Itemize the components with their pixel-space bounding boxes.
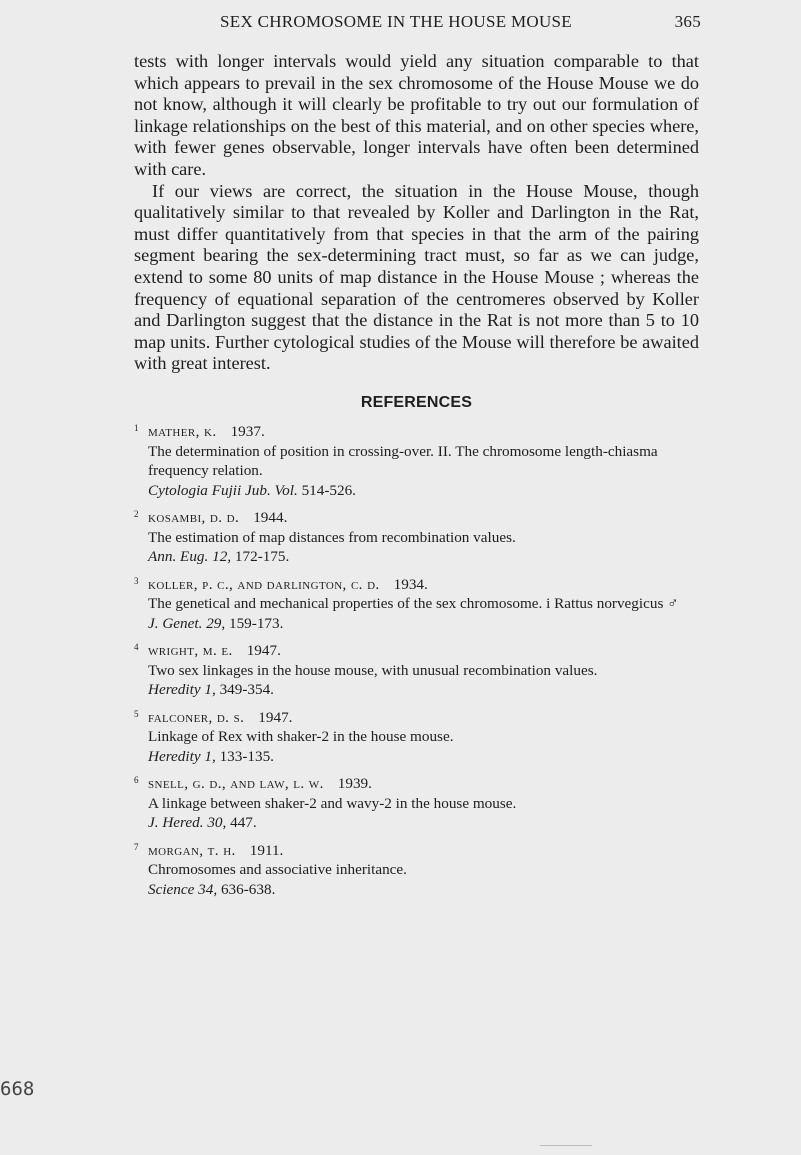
reference-head-line: [148, 774, 699, 794]
reference-source: [148, 481, 699, 501]
reference-authors: wright, m. e.: [148, 642, 233, 659]
reference-number: 3: [134, 575, 139, 586]
reference-entry: [134, 641, 699, 700]
reference-head-line: [148, 575, 699, 595]
reference-title: The estimation of map distances from recombination values.: [148, 528, 516, 546]
reference-entry: [134, 841, 699, 900]
reference-journal: Cytologia Fujii Jub. Vol.: [148, 481, 298, 499]
reference-journal: J. Genet. 29,: [148, 614, 226, 632]
reference-pages: 133-135.: [215, 747, 274, 765]
reference-year: 1947.: [258, 708, 293, 726]
page-number: 365: [674, 12, 701, 31]
reference-year: 1911.: [249, 841, 284, 859]
scan-edge-mark: [540, 1145, 592, 1146]
reference-title: The genetical and mechanical properties of the sex chromosome. i Rattus norvegicus ♂: [148, 595, 679, 612]
paragraph: If our views are correct, the situation in the House Mouse, though qualitatively similar to that revealed by Koller and Darlington in the Rat, must differ quantitatively from that species in that the arm of the pairing segment bearing the sex-determining tract must, so far as we can judge, extend to some 80 units of map distance in the House Mouse ; whereas the frequency of equational separation of the centromeres observed by Koller and Darlington suggest that the distance in the Rat is not more than 5 to 10 map units. Further cytological studies of the Mouse will therefore be awaited with great interest.: [134, 180, 699, 374]
running-title: SEX CHROMOSOME IN THE HOUSE MOUSE: [220, 12, 572, 31]
reference-journal: Heredity 1,: [148, 747, 216, 765]
reference-pages: 159-173.: [225, 614, 284, 632]
reference-number: 5: [134, 708, 139, 719]
reference-source: [148, 547, 699, 567]
reference-entry: [134, 708, 699, 767]
reference-source: [148, 614, 699, 634]
reference-number: 2: [134, 509, 139, 519]
reference-year: 1937.: [230, 423, 265, 440]
reference-year: 1947.: [246, 642, 281, 659]
reference-head-line: [148, 841, 699, 861]
reference-authors: koller, p. c., and darlington, c. d.: [148, 575, 380, 593]
reference-year: 1934.: [393, 575, 428, 593]
reference-title: Two sex linkages in the house mouse, with unusual recombination values.: [148, 661, 598, 679]
reference-entry: [134, 508, 699, 567]
footer-page-number: 668: [0, 1078, 35, 1100]
reference-authors: mather, k.: [148, 423, 217, 440]
reference-pages: 636-638.: [217, 880, 276, 898]
reference-source: [148, 680, 699, 700]
paragraph: tests with longer intervals would yield any situation comparable to that which appears to prevail in the sex chromosome of the House Mouse we do not know, although it will clearly be profitable to try out our formulation of linkage relationships on the best of this material, and on other species where, with fewer genes observable, longer intervals have often been determined with care.: [134, 51, 699, 179]
reference-source: [148, 880, 699, 900]
reference-authors: morgan, t. h.: [148, 841, 236, 859]
reference-number: 4: [134, 642, 139, 652]
reference-head-line: [148, 641, 699, 661]
reference-number: 7: [134, 841, 139, 852]
reference-title: Chromosomes and associative inheritance.: [148, 861, 407, 878]
reference-year: 1939.: [337, 775, 372, 792]
reference-head-line: [148, 422, 699, 442]
reference-source: [148, 747, 699, 767]
reference-authors: falconer, d. s.: [148, 708, 245, 726]
reference-pages: 447.: [226, 814, 257, 831]
reference-pages: 172-175.: [231, 548, 290, 565]
reference-pages: 514-526.: [297, 481, 356, 499]
reference-journal: J. Hered. 30,: [148, 814, 227, 831]
reference-entry: [134, 575, 699, 634]
body-text: [134, 51, 699, 375]
reference-authors: kosambi, d. d.: [148, 509, 240, 526]
reference-title: A linkage between shaker-2 and wavy-2 in the house mouse.: [148, 794, 517, 812]
reference-head-line: [148, 708, 699, 728]
reference-journal: Heredity 1,: [148, 681, 216, 698]
reference-journal: Science 34,: [148, 880, 218, 898]
references-list: [134, 422, 699, 907]
reference-number: 1: [134, 423, 139, 433]
references-heading: REFERENCES: [360, 394, 473, 411]
reference-entry: [134, 422, 699, 500]
reference-entry: [134, 774, 699, 833]
reference-title: The determination of position in crossing-over. II. The chromosome length-chiasma frequency relation.: [148, 442, 658, 479]
reference-year: 1944.: [253, 509, 288, 526]
reference-number: 6: [134, 775, 139, 785]
reference-authors: snell, g. d., and law, l. w.: [148, 775, 324, 792]
reference-source: [148, 813, 699, 833]
reference-journal: Ann. Eug. 12,: [148, 548, 232, 565]
reference-head-line: [148, 508, 699, 528]
reference-pages: 349-354.: [215, 681, 274, 698]
reference-title: Linkage of Rex with shaker-2 in the house mouse.: [148, 728, 454, 745]
